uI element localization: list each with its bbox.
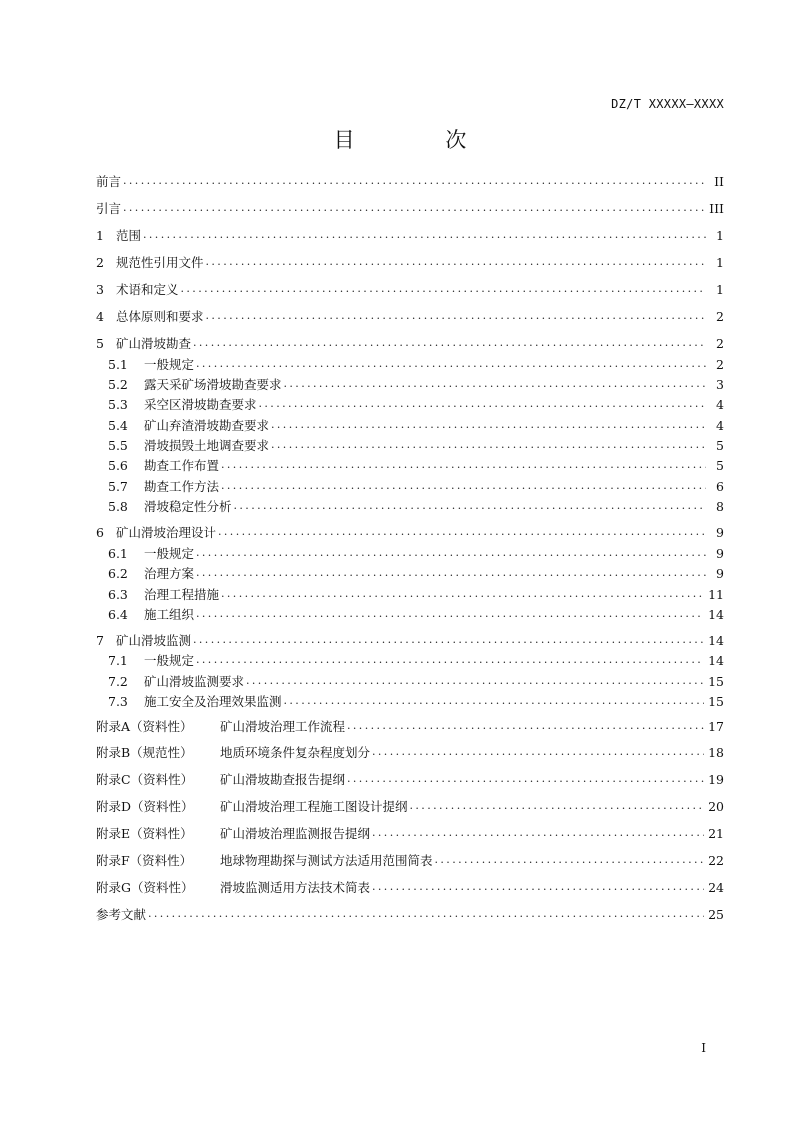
toc-entry-number: 6.3: [108, 586, 128, 602]
toc-leader-dots: [196, 564, 706, 582]
toc-entry-label: 引言: [96, 201, 122, 216]
toc-entry-page: 15: [708, 673, 724, 689]
toc-entry-label: 地质环境条件复杂程度划分: [220, 745, 371, 760]
toc-entry-page: 22: [708, 852, 724, 868]
toc-entry-label: 矿山滑坡勘查报告提纲: [220, 772, 346, 787]
toc-entry-page: II: [714, 173, 724, 189]
toc-entry-number: 附录C（资料性）: [96, 772, 194, 787]
toc-entry-page: 14: [708, 632, 724, 648]
toc-entry-number: 附录A（资料性）: [96, 719, 193, 734]
toc-leader-dots: [181, 280, 706, 298]
toc-entry[interactable]: [96, 797, 724, 815]
toc-entry-label: 矿山滑坡治理监测报告提纲: [220, 826, 371, 841]
toc-leader-dots: [123, 172, 706, 190]
toc-entry-label: 前言: [96, 174, 122, 189]
toc-entry[interactable]: [96, 743, 724, 761]
toc-entry[interactable]: [108, 564, 724, 582]
toc-entry-number: 5.8: [108, 498, 128, 514]
toc-entry-number: 5.6: [108, 457, 128, 473]
toc-entry[interactable]: [96, 280, 724, 298]
toc-entry-label: 总体原则和要求: [116, 309, 204, 324]
toc-entry-label: 施工组织: [144, 607, 195, 622]
toc-leader-dots: [143, 226, 706, 244]
toc-entry-number: 附录G（资料性）: [96, 880, 194, 895]
toc-entry-page: 9: [716, 565, 724, 581]
toc-leader-dots: [259, 395, 706, 413]
toc-entry[interactable]: [108, 497, 724, 515]
toc-leader-dots: [206, 307, 706, 325]
toc-entry-label: 矿山滑坡治理工程施工图设计提纲: [220, 799, 408, 814]
toc-entry-page: 20: [708, 798, 724, 814]
toc-entry-number: 5: [96, 335, 104, 351]
toc-entry-label: 矿山滑坡治理设计: [116, 525, 217, 540]
toc-entry-page: 17: [708, 718, 724, 734]
toc-entry-number: 6.4: [108, 606, 128, 622]
toc-entry-label: 规范性引用文件: [116, 255, 204, 270]
toc-leader-dots: [123, 199, 705, 217]
toc-leader-dots: [221, 456, 706, 474]
toc-entry[interactable]: [96, 878, 724, 896]
toc-entry-label: 露天采矿场滑坡勘查要求: [144, 377, 282, 392]
toc-entry-number: 3: [96, 281, 104, 297]
toc-entry-label: 滑坡稳定性分析: [144, 499, 232, 514]
toc-entry-label: 范围: [116, 228, 142, 243]
toc-entry[interactable]: [96, 172, 724, 190]
toc-leader-dots: [206, 253, 706, 271]
toc-entry-label: 参考文献: [96, 907, 147, 922]
toc-entry[interactable]: [108, 672, 724, 690]
toc-entry-label: 滑坡监测适用方法技术简表: [220, 880, 371, 895]
toc-entry[interactable]: [108, 395, 724, 413]
toc-entry-page: 1: [716, 227, 724, 243]
toc-leader-dots: [435, 851, 705, 869]
toc-entry-page: III: [709, 200, 724, 216]
toc-entry-page: 15: [708, 693, 724, 709]
toc-leader-dots: [246, 672, 704, 690]
toc-leader-dots: [347, 770, 704, 788]
toc-entry-page: 1: [716, 254, 724, 270]
toc-entry-number: 2: [96, 254, 104, 270]
toc-entry-number: 6: [96, 524, 104, 540]
toc-entry[interactable]: [108, 544, 724, 562]
toc-leader-dots: [196, 605, 704, 623]
toc-entry-label: 矿山滑坡监测: [116, 633, 192, 648]
toc-entry-label: 一般规定: [144, 653, 195, 668]
toc-entry-label: 地球物理勘探与测试方法适用范围简表: [220, 853, 433, 868]
toc-entry-page: 2: [716, 308, 724, 324]
toc-entry[interactable]: [96, 905, 724, 923]
toc-entry[interactable]: [108, 456, 724, 474]
toc-entry-page: 21: [708, 825, 724, 841]
toc-entry-page: 4: [716, 396, 724, 412]
toc-entry-label: 采空区滑坡勘查要求: [144, 397, 257, 412]
toc-leader-dots: [271, 416, 706, 434]
toc-leader-dots: [196, 651, 704, 669]
toc-entry-label: 术语和定义: [116, 282, 179, 297]
toc-entry-number: 5.2: [108, 376, 128, 392]
toc-entry-page: 9: [716, 545, 724, 561]
toc-leader-dots: [410, 797, 705, 815]
page-title: 目 次: [333, 128, 509, 152]
toc-leader-dots: [234, 497, 706, 515]
toc-entry[interactable]: [108, 585, 724, 603]
toc-entry-label: 矿山弃渣滑坡勘查要求: [144, 418, 270, 433]
toc-entry[interactable]: [96, 199, 724, 217]
toc-entry[interactable]: [96, 523, 724, 541]
toc-entry[interactable]: [96, 631, 724, 649]
toc-entry-page: 5: [716, 457, 724, 473]
toc-entry[interactable]: [96, 824, 724, 842]
toc-entry-page: 2: [716, 335, 724, 351]
toc-entry-label: 施工安全及治理效果监测: [144, 694, 282, 709]
document-code: DZ/T XXXXX—XXXX: [611, 97, 724, 111]
toc-entry[interactable]: [96, 717, 724, 735]
toc-leader-dots: [193, 631, 704, 649]
toc-entry-page: 11: [708, 586, 724, 602]
toc-entry-number: 5.3: [108, 396, 128, 412]
toc-entry-page: 2: [716, 356, 724, 372]
toc-entry-page: 4: [716, 417, 724, 433]
toc-entry-page: 5: [716, 437, 724, 453]
toc-entry-label: 矿山滑坡治理工作流程: [220, 719, 346, 734]
toc-entry-number: 附录F（资料性）: [96, 853, 193, 868]
toc-leader-dots: [148, 905, 704, 923]
toc-entry-page: 8: [716, 498, 724, 514]
toc-leader-dots: [372, 743, 704, 761]
toc-entry-page: 19: [708, 771, 724, 787]
toc-entry[interactable]: [108, 651, 724, 669]
toc-entry-page: 24: [708, 879, 724, 895]
toc-entry[interactable]: [108, 436, 724, 454]
toc-leader-dots: [193, 334, 706, 352]
toc-entry-label: 治理方案: [144, 566, 195, 581]
toc-entry-number: 5.1: [108, 356, 128, 372]
toc-entry-number: 5.4: [108, 417, 128, 433]
toc-entry-label: 矿山滑坡勘查: [116, 336, 192, 351]
toc-entry-number: 附录E（资料性）: [96, 826, 193, 841]
toc-entry[interactable]: [108, 477, 724, 495]
toc-entry[interactable]: [96, 253, 724, 271]
toc-entry-number: 4: [96, 308, 104, 324]
toc-leader-dots: [196, 544, 706, 562]
toc-entry-label: 一般规定: [144, 546, 195, 561]
toc-entry-label: 治理工程措施: [144, 587, 220, 602]
toc-leader-dots: [372, 824, 704, 842]
toc-entry-number: 7.3: [108, 693, 128, 709]
toc-entry[interactable]: [108, 692, 724, 710]
toc-entry-page: 3: [716, 376, 724, 392]
toc-entry[interactable]: [96, 334, 724, 352]
toc-leader-dots: [347, 717, 704, 735]
toc-entry-number: 5.7: [108, 478, 128, 494]
toc-leader-dots: [221, 585, 704, 603]
toc-entry-page: 6: [716, 478, 724, 494]
toc-entry-number: 7.2: [108, 673, 128, 689]
toc-entry-number: 7: [96, 632, 104, 648]
toc-entry-label: 勘查工作方法: [144, 479, 220, 494]
toc-entry-number: 7.1: [108, 652, 128, 668]
toc-leader-dots: [218, 523, 706, 541]
toc-entry-page: 14: [708, 606, 724, 622]
toc-entry-page: 25: [708, 906, 724, 922]
toc-entry-number: 6.2: [108, 565, 128, 581]
toc-leader-dots: [221, 477, 706, 495]
toc-entry[interactable]: [108, 355, 724, 373]
toc-entry[interactable]: [96, 851, 724, 869]
toc-leader-dots: [372, 878, 704, 896]
toc-entry[interactable]: [96, 307, 724, 325]
toc-leader-dots: [284, 375, 706, 393]
toc-leader-dots: [196, 355, 706, 373]
toc-entry[interactable]: [96, 226, 724, 244]
toc-entry-number: 附录D（资料性）: [96, 799, 194, 814]
toc-entry-page: 9: [716, 524, 724, 540]
toc-entry-page: 1: [716, 281, 724, 297]
page-number: I: [701, 1041, 706, 1055]
toc-entry[interactable]: [108, 375, 724, 393]
toc-entry-number: 附录B（规范性）: [96, 745, 193, 760]
toc-entry-page: 18: [708, 744, 724, 760]
toc-entry-number: 1: [96, 227, 104, 243]
toc-entry-label: 勘查工作布置: [144, 458, 220, 473]
toc-entry-number: 6.1: [108, 545, 128, 561]
toc-leader-dots: [271, 436, 706, 454]
toc-entry-label: 滑坡损毁土地调查要求: [144, 438, 270, 453]
toc-entry[interactable]: [96, 770, 724, 788]
toc-entry-label: 矿山滑坡监测要求: [144, 674, 245, 689]
toc-entry[interactable]: [108, 605, 724, 623]
toc-leader-dots: [284, 692, 705, 710]
toc-entry-label: 一般规定: [144, 357, 195, 372]
toc-entry[interactable]: [108, 416, 724, 434]
toc-entry-number: 5.5: [108, 437, 128, 453]
toc-entry-page: 14: [708, 652, 724, 668]
